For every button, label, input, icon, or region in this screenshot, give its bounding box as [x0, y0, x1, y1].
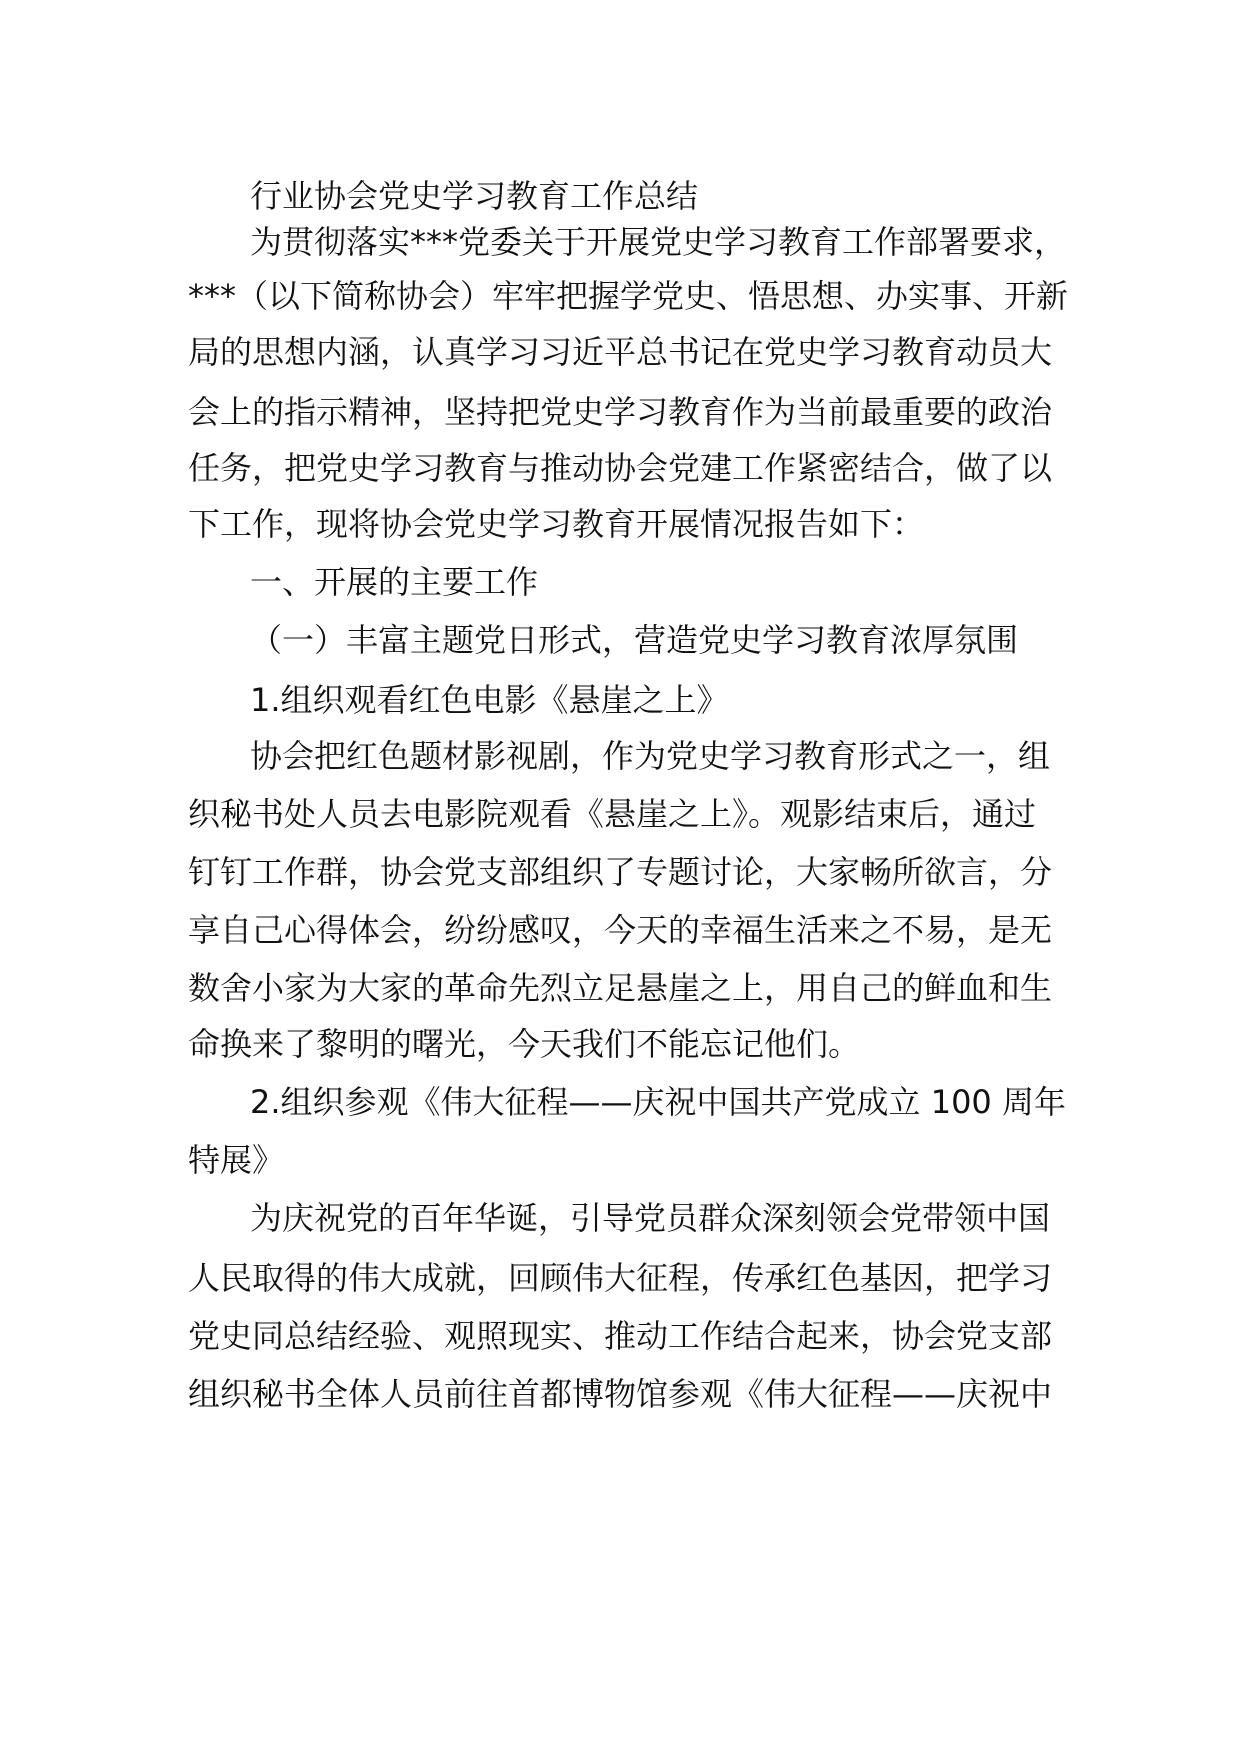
item-heading: 1.组织观看红色电影《悬崖之上》: [250, 681, 729, 719]
subsection-heading: （一）丰富主题党日形式，营造党史学习教育浓厚氛围: [250, 621, 1019, 659]
paragraph-line: 为贯彻落实***党委关于开展党史学习教育工作部署要求，: [250, 223, 1067, 261]
paragraph-line: 协会把红色题材影视剧，作为党史学习教育形式之一，组: [250, 737, 1051, 775]
paragraph-line: 织秘书处人员去电影院观看《悬崖之上》。观影结束后，通过: [188, 795, 1037, 833]
paragraph-line: 钉钉工作群，协会党支部组织了专题讨论，大家畅所欲言，分: [188, 853, 1053, 891]
paragraph-line: 组织秘书全体人员前往首都博物馆参观《伟大征程——庆祝中: [188, 1375, 1053, 1413]
paragraph-line: ***（以下简称协会）牢牢把握学党史、悟思想、办实事、开新: [188, 277, 1068, 315]
item-heading-continuation: 特展》: [188, 1141, 285, 1179]
paragraph-line: 命换来了黎明的曙光，今天我们不能忘记他们。: [188, 1025, 861, 1063]
section-heading: 一、开展的主要工作: [250, 563, 539, 601]
paragraph-line: 数舍小家为大家的革命先烈立足悬崖之上，用自己的鲜血和生: [188, 969, 1053, 1007]
paragraph-line: 为庆祝党的百年华诞，引导党员群众深刻领会党带领中国: [250, 1199, 1051, 1237]
paragraph-line: 人民取得的伟大成就，回顾伟大征程，传承红色基因，把学习: [188, 1259, 1053, 1297]
paragraph-line: 下工作，现将协会党史学习教育开展情况报告如下：: [188, 505, 925, 543]
paragraph-line: 享自己心得体会，纷纷感叹，今天的幸福生活来之不易，是无: [188, 911, 1053, 949]
paragraph-line: 任务，把党史学习教育与推动协会党建工作紧密结合，做了以: [188, 449, 1053, 487]
document-title: 行业协会党史学习教育工作总结: [250, 177, 699, 215]
paragraph-line: 会上的指示精神，坚持把党史学习教育作为当前最重要的政治: [188, 393, 1053, 431]
paragraph-line: 局的思想内涵，认真学习习近平总书记在党史学习教育动员大: [188, 333, 1053, 371]
item-heading: 2.组织参观《伟大征程——庆祝中国共产党成立 100 周年: [250, 1083, 1066, 1121]
paragraph-line: 党史同总结经验、观照现实、推动工作结合起来，协会党支部: [188, 1317, 1053, 1355]
